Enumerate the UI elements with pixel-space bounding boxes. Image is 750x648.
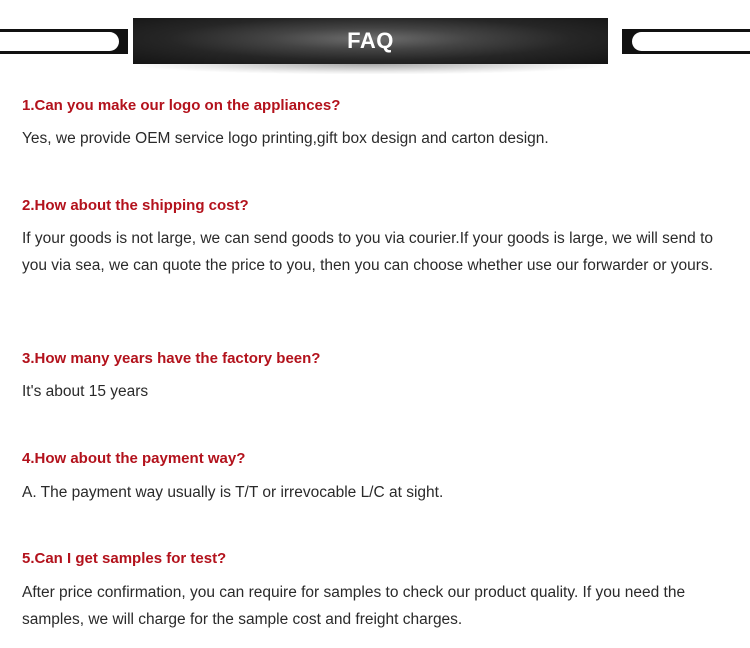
faq-item-1 — [22, 96, 722, 153]
faq-item-4 — [22, 449, 722, 507]
faq-answer: If your goods is not large, we can send goods to you via courier.If your goods is large, we will send to you via sea, we can quote the price to you, then you can choose whether use our forwarder or yours. — [22, 230, 714, 274]
left-decorative-bar — [0, 29, 128, 54]
faq-item-5 — [22, 549, 722, 633]
page-title: FAQ — [347, 28, 394, 53]
faq-question: 1.Can you make our logo on the appliances? — [22, 97, 341, 114]
faq-answer: After price confirmation, you can require for samples to check our product quality. If you need the samples, we will charge for the sample cost and freight charges. — [22, 584, 686, 628]
title-shadow — [140, 64, 601, 74]
faq-answer: Yes, we provide OEM service logo printing,gift box design and carton design. — [22, 130, 549, 147]
right-decorative-pill — [632, 32, 750, 51]
faq-question: 4.How about the payment way? — [22, 450, 246, 467]
faq-question: 5.Can I get samples for test? — [22, 550, 227, 567]
faq-question: 3.How many years have the factory been? — [22, 350, 321, 367]
faq-header — [0, 0, 750, 80]
faq-item-3 — [22, 349, 722, 406]
faq-item-2 — [22, 196, 722, 279]
right-decorative-bar — [622, 29, 750, 54]
title-banner — [133, 18, 608, 64]
faq-answer: A. The payment way usually is T/T or irrevocable L/C at sight. — [22, 484, 444, 501]
left-decorative-pill — [0, 32, 119, 51]
faq-question: 2.How about the shipping cost? — [22, 197, 249, 214]
faq-answer: It's about 15 years — [22, 383, 149, 400]
